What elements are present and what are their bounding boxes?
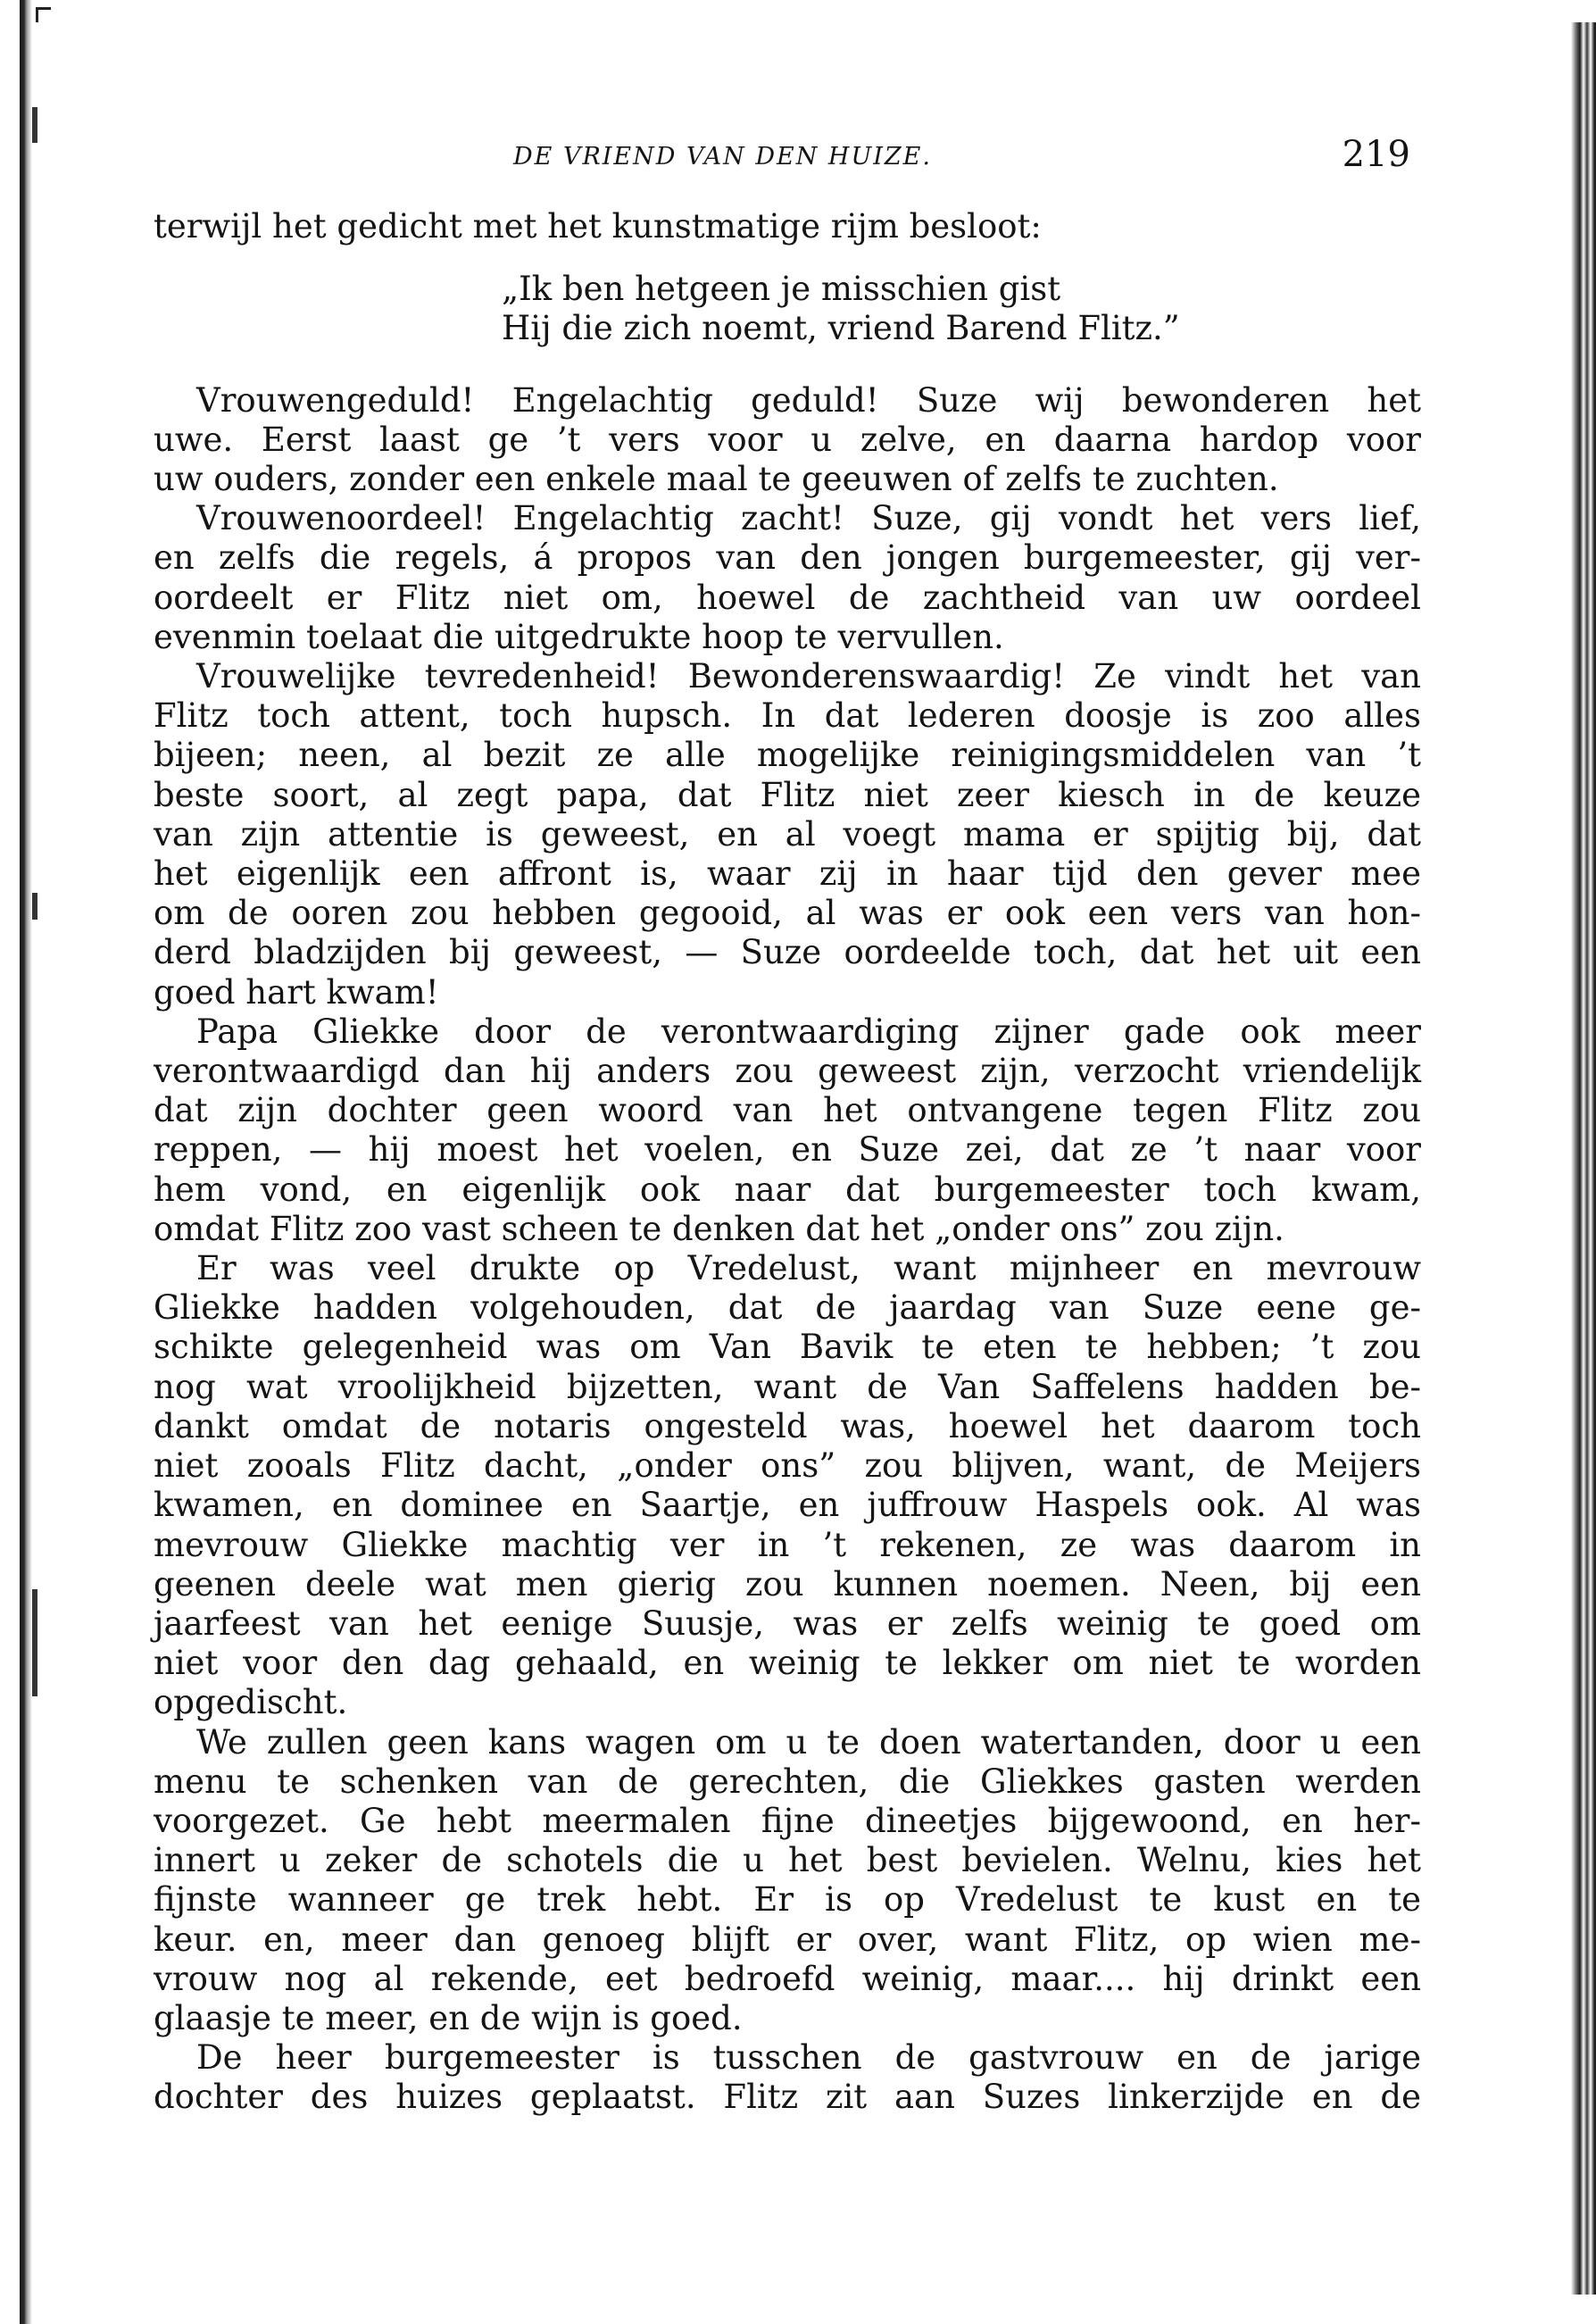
text-line: We zullen geen kans wagen om u te doen watertanden, door u een	[196, 1722, 1421, 1762]
text-line: jaarfeest van het eenige Suusje, was er zelfs weinig te goed om	[154, 1603, 1421, 1643]
page-header	[152, 134, 1410, 180]
scan-speck	[32, 107, 37, 143]
text-line: keur. en, meer dan genoeg blijft er over, want Flitz, op wien me-	[154, 1920, 1421, 1959]
text-line: evenmin toelaat die uitgedrukte hoop te vervullen.	[154, 617, 1004, 656]
text-line: oordeelt er Flitz niet om, hoewel de zachtheid van uw oordeel	[154, 578, 1421, 617]
text-line: niet zooals Flitz dacht, „onder ons” zou blijven, want, de Meijers	[154, 1446, 1421, 1486]
scan-edge-right	[1571, 22, 1596, 2295]
text-line: Gliekke hadden volgehouden, dat de jaardag van Suze eene ge-	[154, 1288, 1421, 1328]
text-line: verontwaardigd dan hij anders zou geweest zijn, verzocht vriendelijk	[154, 1052, 1421, 1091]
poem-line: „Ik ben hetgeen je misschien gist	[502, 270, 1061, 309]
scan-speck	[32, 893, 37, 920]
scan-corner-mark	[36, 7, 51, 22]
text-line: Vrouwelijke tevredenheid! Bewonderenswaardig! Ze vindt het van	[196, 657, 1421, 696]
text-line: vrouw nog al rekende, eet bedroefd weinig, maar.... hij drinkt een	[154, 1959, 1421, 1998]
text-line: Vrouwenoordeel! Engelachtig zacht! Suze, gij vondt het vers lief,	[196, 499, 1421, 538]
text-line: bijeen; neen, al bezit ze alle mogelijke reinigingsmiddelen van ’t	[154, 736, 1421, 775]
scan-speck	[32, 1589, 37, 1696]
text-line: nog wat vroolijkheid bijzetten, want de Van Saffelens hadden be-	[154, 1367, 1421, 1406]
text-line: voorgezet. Ge hebt meermalen fijne dineetjes bijgewoond, en her-	[154, 1801, 1421, 1840]
text-line: het eigenlijk een affront is, waar zij in haar tijd den gever mee	[154, 854, 1421, 894]
text-line: Vrouwengeduld! Engelachtig geduld! Suze wij bewonderen het	[196, 380, 1421, 420]
text-line: Flitz toch attent, toch hupsch. In dat lederen doosje is zoo alles	[154, 696, 1421, 736]
text-line: opgedischt.	[154, 1683, 348, 1722]
text-line: geenen deele wat men gierig zou kunnen noemen. Neen, bij een	[154, 1564, 1421, 1603]
paragraph	[154, 2038, 1421, 2117]
text-line: fijnste wanneer ge trek hebt. Er is op Vredelust te kust en te	[154, 1880, 1421, 1920]
text-line: Er was veel drukte op Vredelust, want mijnheer en mevrouw	[196, 1249, 1421, 1288]
text-line: uwe. Eerst laast ge ’t vers voor u zelve, en daarna hardop voor	[154, 420, 1421, 459]
page-body	[154, 207, 1421, 2118]
intro-line: terwijl het gedicht met het kunstmatige rijm besloot:	[154, 207, 1042, 246]
paragraph	[154, 499, 1421, 657]
paragraph	[154, 381, 1421, 500]
page-number: 219	[1342, 134, 1410, 175]
text-line: De heer burgemeester is tusschen de gastvrouw en de jarige	[196, 2038, 1421, 2078]
text-line: menu te schenken van de gerechten, die Gliekkes gasten werden	[154, 1762, 1421, 1801]
text-line: glaasje te meer, en de wijn is goed.	[154, 1998, 743, 2037]
text-line: innert u zeker de schotels die u het best bevielen. Welnu, kies het	[154, 1841, 1421, 1880]
text-line: schikte gelegenheid was om Van Bavik te eten te hebben; ’t zou	[154, 1328, 1421, 1367]
text-line: niet voor den dag gehaald, en weinig te lekker om niet te worden	[154, 1644, 1421, 1683]
poem	[502, 270, 1421, 348]
text-line: en zelfs die regels, á propos van den jongen burgemeester, gij ver-	[154, 538, 1421, 578]
text-line: om de ooren zou hebben gegooid, al was er ook een vers van hon-	[154, 894, 1421, 933]
text-line: kwamen, en dominee en Saartje, en juffrouw Haspels ook. Al was	[154, 1486, 1421, 1525]
text-line: derd bladzijden bij geweest, — Suze oordeelde toch, dat het uit een	[154, 933, 1421, 972]
scan-edge-left	[20, 0, 32, 2324]
text-line: goed hart kwam!	[154, 972, 439, 1012]
text-line: dat zijn dochter geen woord van het ontvangene tegen Flitz zou	[154, 1091, 1421, 1130]
paragraph	[154, 1723, 1421, 2039]
text-line: dochter des huizes geplaatst. Flitz zit aan Suzes linkerzijde en de	[154, 2078, 1421, 2117]
text-line: mevrouw Gliekke machtig ver in ’t rekenen, ze was daarom in	[154, 1525, 1421, 1564]
paragraphs	[154, 381, 1421, 2118]
paragraph	[154, 1249, 1421, 1722]
running-title: DE VRIEND VAN DEN HUIZE.	[513, 143, 932, 171]
text-line: van zijn attentie is geweest, en al voegt mama er spijtig bij, dat	[154, 814, 1421, 854]
paragraph	[154, 1012, 1421, 1249]
text-line: hem vond, en eigenlijk ook naar dat burgemeester toch kwam,	[154, 1170, 1421, 1209]
text-line: dankt omdat de notaris ongesteld was, hoewel het daarom toch	[154, 1406, 1421, 1445]
paragraph	[154, 657, 1421, 1012]
text-line: Papa Gliekke door de verontwaardiging zijner gade ook meer	[196, 1012, 1421, 1051]
text-line: reppen, — hij moest het voelen, en Suze zei, dat ze ’t naar voor	[154, 1130, 1421, 1170]
text-line: omdat Flitz zoo vast scheen te denken dat het „onder ons” zou zijn.	[154, 1209, 1284, 1248]
text-line: uw ouders, zonder een enkele maal te geeuwen of zelfs te zuchten.	[154, 460, 1279, 499]
text-line: beste soort, al zegt papa, dat Flitz niet zeer kiesch in de keuze	[154, 775, 1421, 814]
poem-line: Hij die zich noemt, vriend Barend Flitz.”	[502, 309, 1180, 348]
